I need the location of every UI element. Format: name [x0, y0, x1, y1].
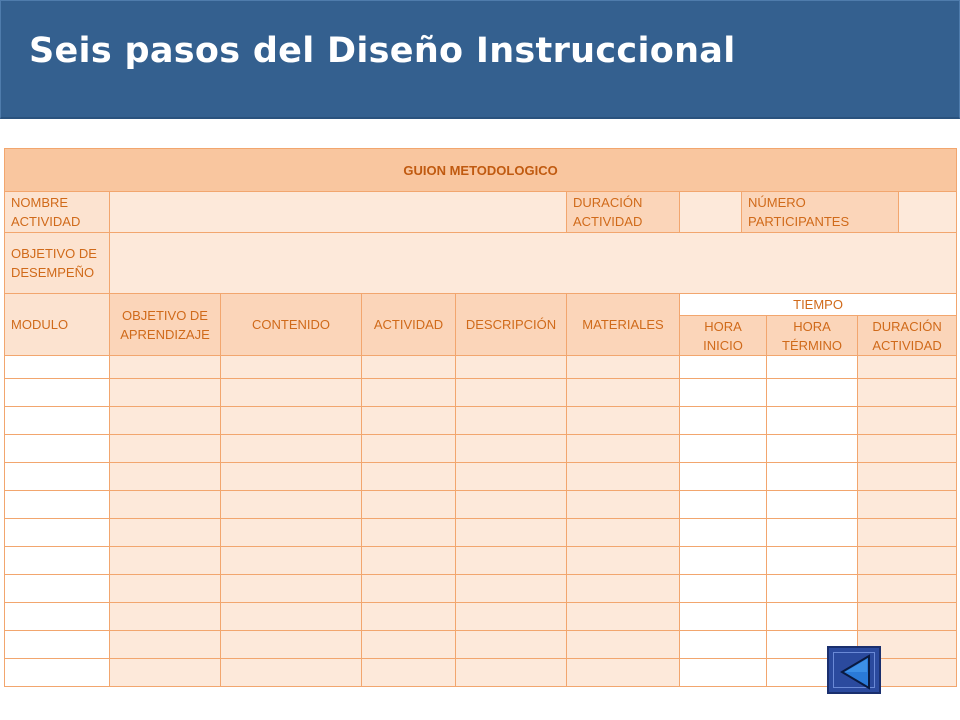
table-row [5, 379, 957, 407]
table-row [5, 603, 957, 631]
table-cell[interactable] [221, 356, 362, 379]
objetivo-desempeno-label: OBJETIVO DE DESEMPEÑO [5, 233, 110, 294]
table-cell[interactable] [767, 575, 858, 603]
table-cell[interactable] [362, 407, 456, 435]
table-cell[interactable] [680, 631, 767, 659]
table-cell[interactable] [567, 631, 680, 659]
table-cell[interactable] [680, 463, 767, 491]
table-cell[interactable] [680, 435, 767, 463]
table-cell[interactable] [456, 631, 567, 659]
table-cell[interactable] [362, 603, 456, 631]
table-cell[interactable] [362, 463, 456, 491]
table-cell[interactable] [362, 491, 456, 519]
table-cell[interactable] [221, 547, 362, 575]
table-cell[interactable] [858, 575, 957, 603]
table-cell[interactable] [362, 435, 456, 463]
table-cell[interactable] [567, 547, 680, 575]
table-cell[interactable] [567, 659, 680, 687]
table-cell[interactable] [858, 547, 957, 575]
table-cell[interactable] [110, 631, 221, 659]
table-cell[interactable] [362, 575, 456, 603]
table-cell[interactable] [5, 435, 110, 463]
back-nav-button[interactable] [827, 646, 881, 694]
table-cell[interactable] [858, 379, 957, 407]
numero-participantes-value[interactable] [899, 192, 957, 233]
table-cell[interactable] [767, 407, 858, 435]
table-cell[interactable] [362, 356, 456, 379]
table-cell[interactable] [767, 463, 858, 491]
table-cell[interactable] [5, 631, 110, 659]
col-header-hora-termino: HORA TÉRMINO [767, 316, 858, 356]
table-cell[interactable] [567, 491, 680, 519]
table-cell[interactable] [456, 659, 567, 687]
table-cell[interactable] [567, 379, 680, 407]
table-row [5, 463, 957, 491]
table-row [5, 491, 957, 519]
table-row [5, 659, 957, 687]
duracion-actividad-value[interactable] [680, 192, 742, 233]
nombre-actividad-label: NOMBRE ACTIVIDAD [5, 192, 110, 233]
table-cell[interactable] [362, 547, 456, 575]
table-cell[interactable] [767, 435, 858, 463]
table-cell[interactable] [110, 491, 221, 519]
table-cell[interactable] [858, 435, 957, 463]
col-header-descripcion: DESCRIPCIÓN [456, 294, 567, 356]
table-row [5, 356, 957, 379]
table-cell[interactable] [110, 463, 221, 491]
col-header-contenido: CONTENIDO [221, 294, 362, 356]
table-cell[interactable] [5, 463, 110, 491]
table-cell[interactable] [680, 547, 767, 575]
table-row [5, 575, 957, 603]
table-cell[interactable] [362, 379, 456, 407]
table-cell[interactable] [110, 575, 221, 603]
col-header-tiempo: TIEMPO [680, 294, 957, 316]
table-cell[interactable] [221, 491, 362, 519]
table-cell[interactable] [858, 491, 957, 519]
table-cell[interactable] [567, 519, 680, 547]
table-title: GUION METODOLOGICO [5, 149, 957, 192]
table-row [5, 547, 957, 575]
table-cell[interactable] [858, 407, 957, 435]
table-cell[interactable] [456, 356, 567, 379]
table-cell[interactable] [110, 519, 221, 547]
table-cell[interactable] [680, 519, 767, 547]
table-cell[interactable] [680, 407, 767, 435]
table-cell[interactable] [456, 491, 567, 519]
table-cell[interactable] [680, 575, 767, 603]
table-cell[interactable] [456, 575, 567, 603]
table-cell[interactable] [221, 659, 362, 687]
table-cell[interactable] [5, 547, 110, 575]
table-cell[interactable] [5, 603, 110, 631]
table-cell[interactable] [221, 575, 362, 603]
table-cell[interactable] [567, 356, 680, 379]
table-cell[interactable] [110, 435, 221, 463]
table-cell[interactable] [456, 547, 567, 575]
table-cell[interactable] [362, 659, 456, 687]
table-cell[interactable] [767, 379, 858, 407]
triangle-left-icon [829, 648, 883, 696]
nombre-actividad-value[interactable] [110, 192, 567, 233]
table-row [5, 435, 957, 463]
table-cell[interactable] [362, 631, 456, 659]
table-cell[interactable] [5, 519, 110, 547]
table-cell[interactable] [680, 356, 767, 379]
table-cell[interactable] [567, 575, 680, 603]
col-header-materiales: MATERIALES [567, 294, 680, 356]
table-cell[interactable] [567, 603, 680, 631]
table-cell[interactable] [221, 631, 362, 659]
table-cell[interactable] [5, 356, 110, 379]
table-cell[interactable] [221, 463, 362, 491]
col-header-duracion-actividad: DURACIÓN ACTIVIDAD [858, 316, 957, 356]
table-cell[interactable] [680, 379, 767, 407]
col-header-hora-inicio: HORA INICIO [680, 316, 767, 356]
table-cell[interactable] [567, 407, 680, 435]
slide-header [0, 0, 960, 119]
table-cell[interactable] [362, 519, 456, 547]
table-cell[interactable] [110, 407, 221, 435]
table-cell[interactable] [858, 603, 957, 631]
table-cell[interactable] [456, 407, 567, 435]
table-row [5, 519, 957, 547]
table-cell[interactable] [456, 463, 567, 491]
table-cell[interactable] [221, 435, 362, 463]
table-cell[interactable] [680, 603, 767, 631]
table-cell[interactable] [5, 379, 110, 407]
table-cell[interactable] [5, 575, 110, 603]
table-cell[interactable] [456, 519, 567, 547]
table-cell[interactable] [858, 519, 957, 547]
duracion-actividad-label: DURACIÓN ACTIVIDAD [567, 192, 680, 233]
table-cell[interactable] [5, 407, 110, 435]
slide-title: Seis pasos del Diseño Instruccional [29, 31, 736, 71]
table-cell[interactable] [456, 379, 567, 407]
table-cell[interactable] [858, 463, 957, 491]
table-cell[interactable] [767, 603, 858, 631]
table-cell[interactable] [767, 491, 858, 519]
table-cell[interactable] [767, 547, 858, 575]
table-cell[interactable] [567, 463, 680, 491]
table-cell[interactable] [110, 547, 221, 575]
col-header-modulo: MODULO [5, 294, 110, 356]
table-cell[interactable] [110, 356, 221, 379]
table-row [5, 631, 957, 659]
table-cell[interactable] [221, 407, 362, 435]
table-cell[interactable] [456, 435, 567, 463]
objetivo-desempeno-value[interactable] [110, 233, 957, 294]
table-cell[interactable] [110, 379, 221, 407]
table-cell[interactable] [5, 659, 110, 687]
table-cell[interactable] [767, 519, 858, 547]
table-cell[interactable] [5, 491, 110, 519]
table-cell[interactable] [110, 659, 221, 687]
table-cell[interactable] [680, 659, 767, 687]
table-cell[interactable] [456, 603, 567, 631]
table-cell[interactable] [767, 356, 858, 379]
numero-participantes-label: NÚMERO PARTICIPANTES [742, 192, 899, 233]
table-cell[interactable] [858, 356, 957, 379]
col-header-objetivo-aprendizaje: OBJETIVO DE APRENDIZAJE [110, 294, 221, 356]
table-cell[interactable] [221, 519, 362, 547]
col-header-actividad: ACTIVIDAD [362, 294, 456, 356]
table-cell[interactable] [221, 603, 362, 631]
table-row [5, 407, 957, 435]
table-cell[interactable] [221, 379, 362, 407]
table-cell[interactable] [567, 435, 680, 463]
table-cell[interactable] [110, 603, 221, 631]
guion-metodologico-table [4, 148, 957, 687]
table-cell[interactable] [680, 491, 767, 519]
